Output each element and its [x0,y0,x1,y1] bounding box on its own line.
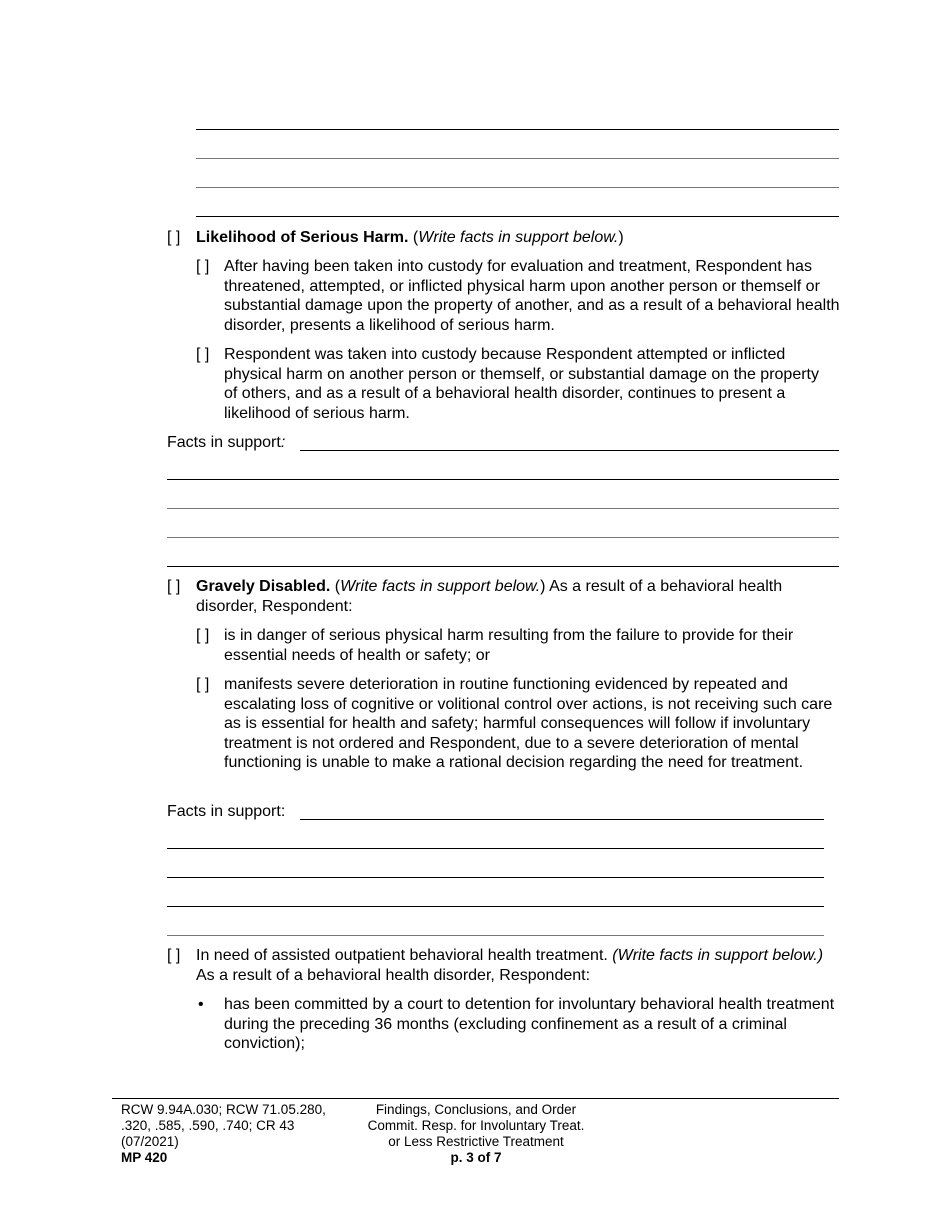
gravely-disabled-facts-line-5[interactable] [167,935,824,936]
footer-page-number: p. 3 of 7 [450,1150,502,1165]
serious-harm-facts-line-4[interactable] [167,537,839,538]
serious-harm-title: Likelihood of Serious Harm. [196,229,409,246]
serious-harm-sub2-checkbox[interactable]: [ ] [196,346,210,363]
serious-harm-sub2-text: Respondent was taken into custody because Respondent attempted or inflicted physical harm on another person or themself, or substantial damage on the property of others, and as a result of a behavioral health disorder, continues to present a likelihood of serious harm. [224,346,819,422]
footer-center-line3: or Less Restrictive Treatment [388,1134,564,1149]
footer-left-line3: (07/2021) [121,1134,179,1149]
blank-line-top-1[interactable] [196,129,839,130]
footer-left-line2: .320, .585, .590, .740; CR 43 [121,1118,295,1133]
footer-left-line1: RCW 9.94A.030; RCW 71.05.280, [121,1102,326,1117]
footer-center-line1: Findings, Conclusions, and Order [375,1102,577,1117]
outpatient-checkbox[interactable]: [ ] [167,947,181,964]
serious-harm-instr-open: ( [408,229,419,246]
outpatient-bullet: • [198,996,204,1013]
outpatient-text: In need of assisted outpatient behavioral health treatment. [196,947,613,964]
blank-line-top-2[interactable] [196,158,839,159]
gravely-disabled-instruction: Write facts in support below. [340,578,541,595]
gravely-disabled-checkbox[interactable]: [ ] [167,578,181,595]
footer-center-line2: Commit. Resp. for Involuntary Treat. [367,1118,585,1133]
serious-harm-checkbox[interactable]: [ ] [167,229,181,246]
gravely-disabled-sub2-text: manifests severe deterioration in routine functioning evidenced by repeated and escalating loss of cognitive or volitional control over actions, is not receiving such care as is essential for health and safety; harmful consequences will follow if involuntary treatment is not ordered and Respondent, due to a severe deterioration of mental functioning is unable to make a rational decision regarding the need for treatment. [224,676,833,771]
gravely-disabled-sub1-text: is in danger of serious physical harm resulting from the failure to provide for their essential needs of health or safety; or [224,627,794,664]
gravely-disabled-facts-line-3[interactable] [167,877,824,878]
blank-line-top-3[interactable] [196,187,839,188]
footer-form-number: MP 420 [121,1150,168,1165]
gravely-disabled-facts-line-1[interactable] [300,819,824,820]
gravely-disabled-facts-line-4[interactable] [167,906,824,907]
outpatient-heading [196,946,836,985]
gravely-disabled-heading: Gravely Disabled. (Write facts in support below.) As a result of a behavioral health disorder, Respondent: [196,578,783,615]
gravely-disabled-lead: As a result of a behavioral health disorder, Respondent: [196,578,783,615]
serious-harm-facts-line-3[interactable] [167,508,839,509]
serious-harm-heading [196,228,846,248]
gravely-disabled-title: Gravely Disabled. [196,578,331,595]
blank-line-top-4[interactable] [196,216,839,217]
serious-harm-sub1-checkbox[interactable]: [ ] [196,258,210,275]
footer-left [121,1102,351,1166]
serious-harm-facts-line-2[interactable] [167,479,839,480]
gravely-disabled-facts-line-2[interactable] [167,848,824,849]
outpatient-bullet1-text: has been committed by a court to detention for involuntary behavioral health treatment during the preceding 36 months (excluding confinement as a result of a criminal conviction); [224,996,835,1052]
gravely-disabled-facts-label: Facts in support: [167,803,286,820]
footer-divider [112,1098,839,1099]
serious-harm-facts-label: Facts in support: [167,434,286,451]
serious-harm-instr-close: ) [618,229,624,246]
outpatient-instruction: (Write facts in support below.) [612,947,824,964]
outpatient-lead: As a result of a behavioral health disorder, Respondent: [196,966,591,984]
serious-harm-sub1-text: After having been taken into custody for evaluation and treatment, Respondent has threatened, attempted, or inflicted physical harm upon another person or themself or substantial damage upon the property of another, and as a result of a behavioral health disorder, presents a likelihood of serious harm. [224,258,840,334]
gravely-disabled-sub2-checkbox[interactable]: [ ] [196,676,210,693]
serious-harm-facts-line-5[interactable] [167,566,839,567]
serious-harm-facts-line-1[interactable] [300,450,839,451]
footer-center [351,1102,601,1166]
serious-harm-instruction: Write facts in support below. [418,229,619,246]
gravely-disabled-sub1-checkbox[interactable]: [ ] [196,627,210,644]
